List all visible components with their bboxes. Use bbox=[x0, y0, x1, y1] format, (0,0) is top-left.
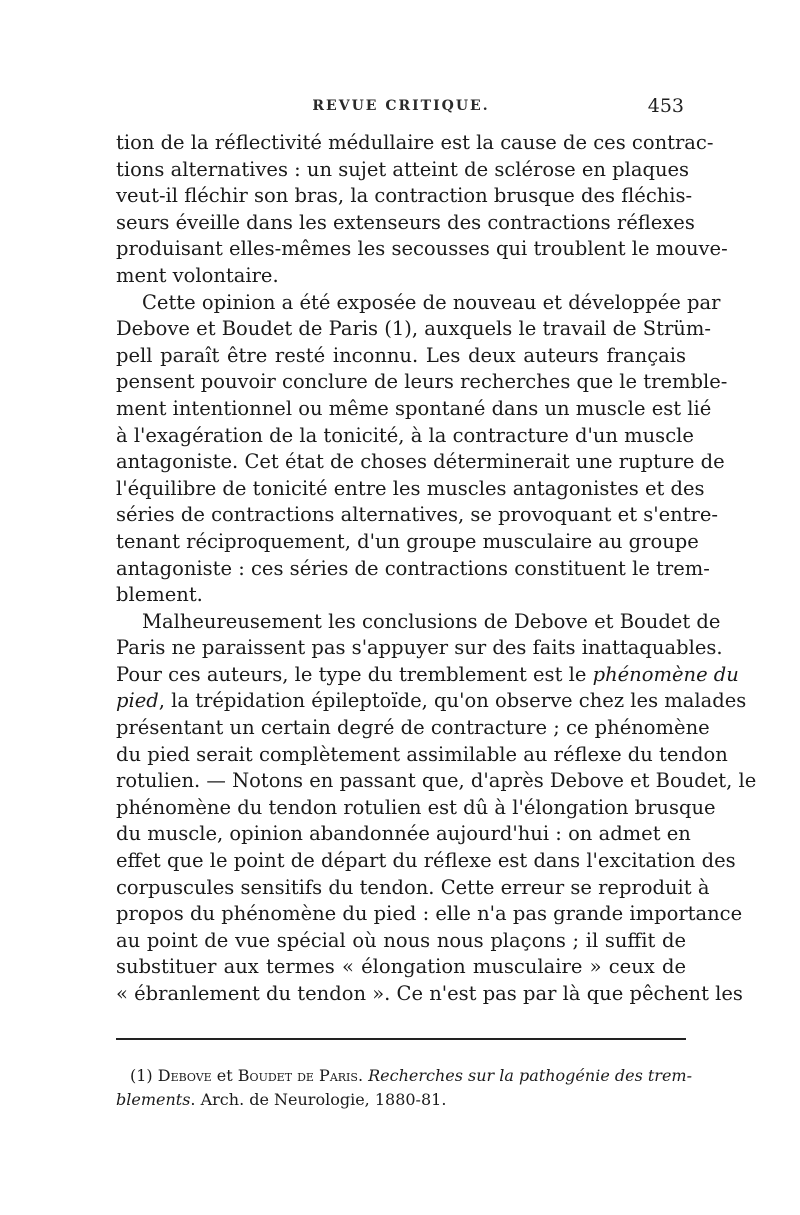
text-line-with-italic bbox=[116, 662, 739, 689]
footnote-connector: et bbox=[211, 1066, 238, 1085]
footnote-title: blements bbox=[116, 1090, 191, 1109]
text-line: séries de contractions alternatives, se provoquant et s'entre- bbox=[116, 503, 718, 527]
text-line: substituer aux termes « élongation musculaire » ceux de bbox=[116, 955, 686, 979]
footnote-source: . Arch. de Neurologie, 1880-81. bbox=[190, 1090, 447, 1109]
text-line: phénomène du tendon rotulien est dû à l'élongation brusque bbox=[116, 795, 716, 819]
footnote-line bbox=[116, 1088, 686, 1112]
footnote-rule bbox=[116, 1038, 686, 1040]
text-line: effet que le point de départ du réflexe est dans l'excitation des bbox=[116, 849, 736, 873]
text-line: pell paraît être resté inconnu. Les deux auteurs français bbox=[116, 343, 686, 367]
text-line: l'équilibre de tonicité entre les muscles antagonistes et des bbox=[116, 476, 705, 500]
italic-term: pied bbox=[116, 689, 159, 713]
text-segment: , la trépidation épileptoïde, qu'on observe chez les malades bbox=[158, 689, 747, 713]
text-line: antagoniste. Cet état de choses déterminerait une rupture de bbox=[116, 450, 725, 474]
text-line: du muscle, opinion abandonnée aujourd'hui : on admet en bbox=[116, 822, 691, 846]
text-line: corpuscules sensitifs du tendon. Cette erreur se reproduit à bbox=[116, 875, 710, 899]
italic-term: phénomène du bbox=[592, 662, 739, 686]
footnote-marker: (1) bbox=[130, 1066, 153, 1085]
text-line: antagoniste : ces séries de contractions constituent le trem- bbox=[116, 556, 710, 580]
text-line: blement. bbox=[116, 583, 203, 607]
text-line: Paris ne paraissent pas s'appuyer sur des faits inattaquables. bbox=[116, 636, 723, 660]
footnote-author: Debove bbox=[157, 1066, 212, 1085]
running-head bbox=[116, 95, 686, 124]
text-line: au point de vue spécial où nous nous plaçons ; il suffit de bbox=[116, 928, 686, 952]
text-line: Cette opinion a été exposée de nouveau et développée par bbox=[142, 290, 721, 314]
text-line: du pied serait complètement assimilable au réflexe du tendon bbox=[116, 742, 728, 766]
text-line: Malheureusement les conclusions de Debove et Boudet de bbox=[142, 609, 721, 633]
text-line: propos du phénomène du pied : elle n'a pas grande importance bbox=[116, 902, 743, 926]
text-line-with-italic bbox=[116, 688, 747, 715]
text-line: tions alternatives : un sujet atteint de sclérose en plaques bbox=[116, 157, 690, 181]
body-text bbox=[116, 130, 757, 1008]
footnote-line: (1) Debove et Boudet de Paris. Recherches sur la pathogénie des trem- bbox=[130, 1066, 692, 1085]
text-line: ment intentionnel ou même spontané dans un muscle est lié bbox=[116, 396, 712, 420]
running-title: REVUE CRITIQUE. bbox=[312, 98, 490, 114]
text-line: « ébranlement du tendon ». Ce n'est pas par là que pêchent les bbox=[116, 982, 743, 1005]
text-line: veut-il fléchir son bras, la contraction brusque des fléchis- bbox=[116, 184, 693, 208]
text-line: seurs éveille dans les extenseurs des contractions réflexes bbox=[116, 210, 695, 234]
text-line: ment volontaire. bbox=[116, 263, 279, 287]
footnote bbox=[116, 1064, 692, 1112]
text-line: tion de la réflectivité médullaire est la cause de ces contrac- bbox=[116, 131, 714, 154]
text-line: présentant un certain degré de contracture ; ce phénomène bbox=[116, 716, 710, 740]
footnote-author: Boudet de Paris bbox=[237, 1066, 358, 1085]
footnote-title: Recherches sur la pathogénie des trem- bbox=[368, 1066, 692, 1085]
text-line: pensent pouvoir conclure de leurs recherches que le tremble- bbox=[116, 370, 728, 394]
text-line: Debove et Boudet de Paris (1), auxquels le travail de Strüm- bbox=[116, 317, 711, 341]
text-segment: Pour ces auteurs, le type du tremblement est le bbox=[116, 662, 593, 686]
text-line: produisant elles-mêmes les secousses qui troublent le mouve- bbox=[116, 237, 728, 261]
text-line: tenant réciproquement, d'un groupe musculaire au groupe bbox=[116, 529, 699, 553]
text-line: à l'exagération de la tonicité, à la contracture d'un muscle bbox=[116, 423, 694, 447]
text-line: rotulien. — Notons en passant que, d'après Debove et Boudet, le bbox=[116, 769, 757, 793]
page-number: 453 bbox=[647, 95, 684, 117]
